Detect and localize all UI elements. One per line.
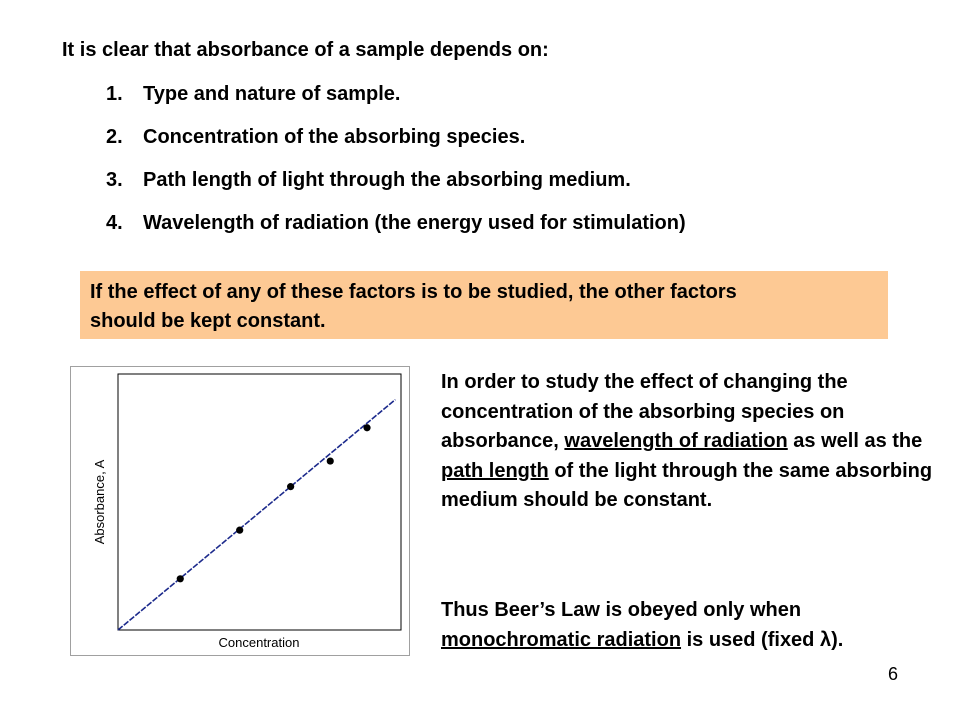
factor-item [106,126,686,169]
factor-text: Concentration of the absorbing species. [143,126,526,148]
data-point [327,457,334,464]
y-axis-label: Absorbance, A [92,459,107,545]
callout-line-2: should be kept constant. [90,310,326,332]
factor-text: Type and nature of sample. [143,83,401,105]
factor-item [106,169,686,212]
explanation-part: In order to study the effect of changing the concentration of the absorbing species on absorbance, [441,371,848,452]
conclusion-part: ). [831,628,844,651]
data-point [287,483,294,490]
factor-number: 3. [106,169,123,191]
explanation-part: of the light through the same absorbing medium should be constant. [441,459,933,511]
intro-text: It is clear that absorbance of a sample depends on: [62,39,549,61]
constant-factors-callout [80,271,888,339]
conclusion-part: is used (fixed [681,628,820,651]
factor-text: Path length of light through the absorbing medium. [143,169,631,191]
wavelength-emphasis: wavelength of radiation [564,430,788,452]
factor-item [106,83,686,126]
conclusion-part: Thus Beer’s Law is obeyed only when [441,599,802,621]
path-length-emphasis: path length [441,459,549,482]
factor-item [106,212,686,255]
chart-svg [71,367,409,655]
beers-law-chart [70,366,410,656]
lambda-symbol: λ [819,628,832,651]
explanation-text [441,368,946,516]
data-point [236,527,243,534]
explanation-part: as well as the [787,430,923,452]
plot-layer [118,400,395,630]
factor-number: 1. [106,83,123,105]
data-point [363,424,370,431]
fit-line [118,400,395,630]
factor-text: Wavelength of radiation (the energy used for stimulation) [143,212,686,234]
explanation-paragraph [441,368,946,516]
factor-number: 4. [106,212,123,234]
factor-number: 2. [106,126,123,148]
factor-list [106,83,686,255]
conclusion-text [441,596,946,655]
x-axis-label: Concentration [218,635,300,650]
monochromatic-emphasis: monochromatic radiation [441,628,682,651]
conclusion-paragraph [441,596,946,655]
plot-area-border [118,374,401,630]
page-number: 6 [888,664,899,684]
data-point [177,575,184,582]
callout-line-1: If the effect of any of these factors is to be studied, the other factors [90,281,737,303]
